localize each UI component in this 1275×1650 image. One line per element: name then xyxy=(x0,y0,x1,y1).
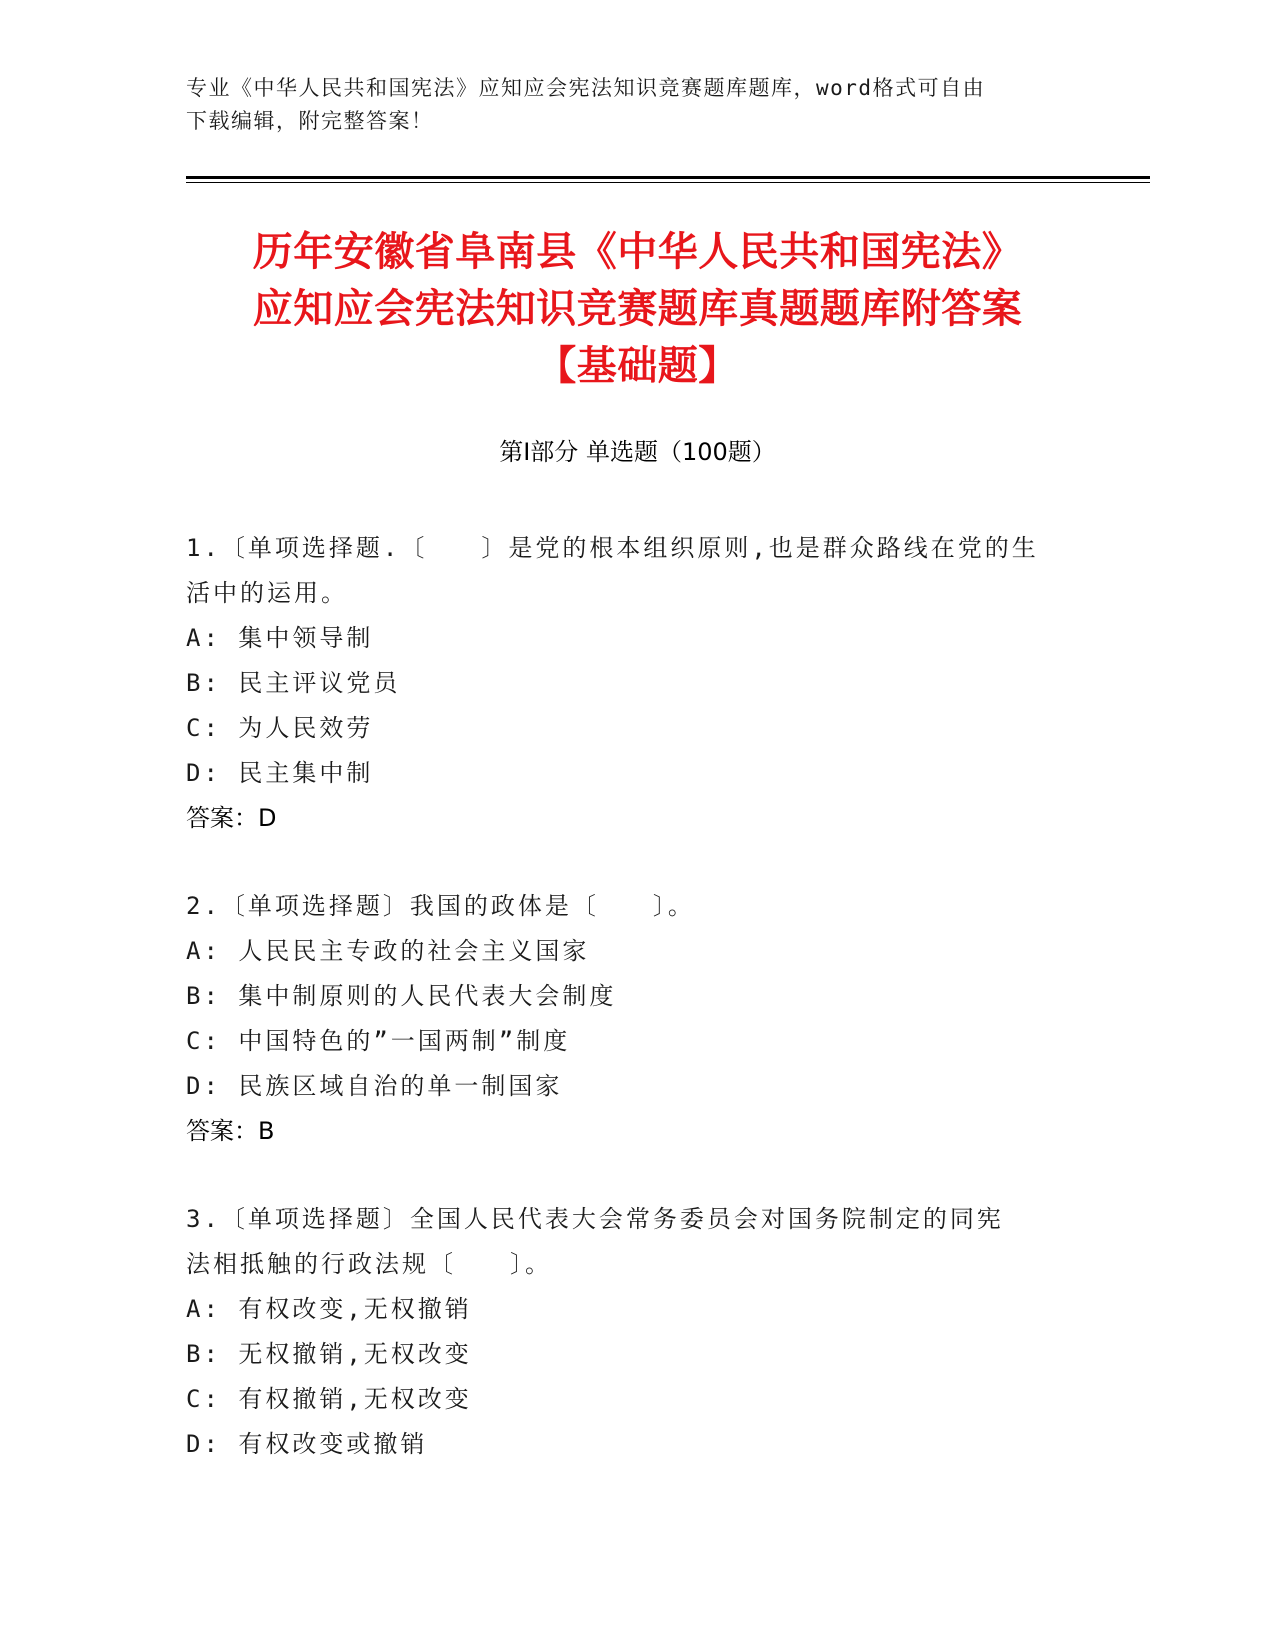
option-b: B: 无权撤销,无权改变 xyxy=(186,1340,472,1368)
title-line-2: 应知应会宪法知识竞赛题库真题题库附答案 xyxy=(252,286,1023,332)
header-divider-thin xyxy=(186,182,1150,183)
answer-line: 答案：B xyxy=(186,1117,275,1145)
question-stem-continued: 活中的运用。 xyxy=(186,579,348,607)
option-b: B: 集中制原则的人民代表大会制度 xyxy=(186,982,617,1010)
option-c: C: 有权撤销,无权改变 xyxy=(186,1385,472,1413)
header-note-line-1: 专业《中华人民共和国宪法》应知应会宪法知识竞赛题库题库，word格式可自由 xyxy=(186,76,986,100)
document-title xyxy=(150,224,1125,395)
document-header-note xyxy=(186,72,1066,138)
option-a: A: 人民民主专政的社会主义国家 xyxy=(186,937,590,965)
question-item xyxy=(186,884,1086,1154)
option-c: C: 中国特色的”一国两制”制度 xyxy=(186,1027,571,1055)
question-list xyxy=(186,526,1086,1510)
question-stem: 3.〔单项选择题〕全国人民代表大会常务委员会对国务院制定的同宪 xyxy=(186,1205,1004,1233)
question-stem: 2.〔单项选择题〕我国的政体是〔 〕。 xyxy=(186,892,695,920)
option-d: D: 民主集中制 xyxy=(186,759,374,787)
header-note-line-2: 下载编辑，附完整答案！ xyxy=(186,109,434,133)
title-line-1: 历年安徽省阜南县《中华人民共和国宪法》 xyxy=(252,229,1023,275)
title-line-3: 【基础题】 xyxy=(536,343,739,389)
option-c: C: 为人民效劳 xyxy=(186,714,374,742)
option-a: A: 集中领导制 xyxy=(186,624,374,652)
answer-line: 答案：D xyxy=(186,804,277,832)
question-item xyxy=(186,526,1086,841)
option-a: A: 有权改变,无权撤销 xyxy=(186,1295,472,1323)
question-item xyxy=(186,1197,1086,1467)
section-heading: 第Ⅰ部分 单选题（100题） xyxy=(499,438,776,466)
question-stem: 1.〔单项选择题.〔 〕是党的根本组织原则,也是群众路线在党的生 xyxy=(186,534,1039,562)
option-d: D: 有权改变或撤销 xyxy=(186,1430,428,1458)
option-d: D: 民族区域自治的单一制国家 xyxy=(186,1072,563,1100)
option-b: B: 民主评议党员 xyxy=(186,669,401,697)
header-divider-thick xyxy=(186,176,1150,179)
question-stem-continued: 法相抵触的行政法规〔 〕。 xyxy=(186,1250,552,1278)
